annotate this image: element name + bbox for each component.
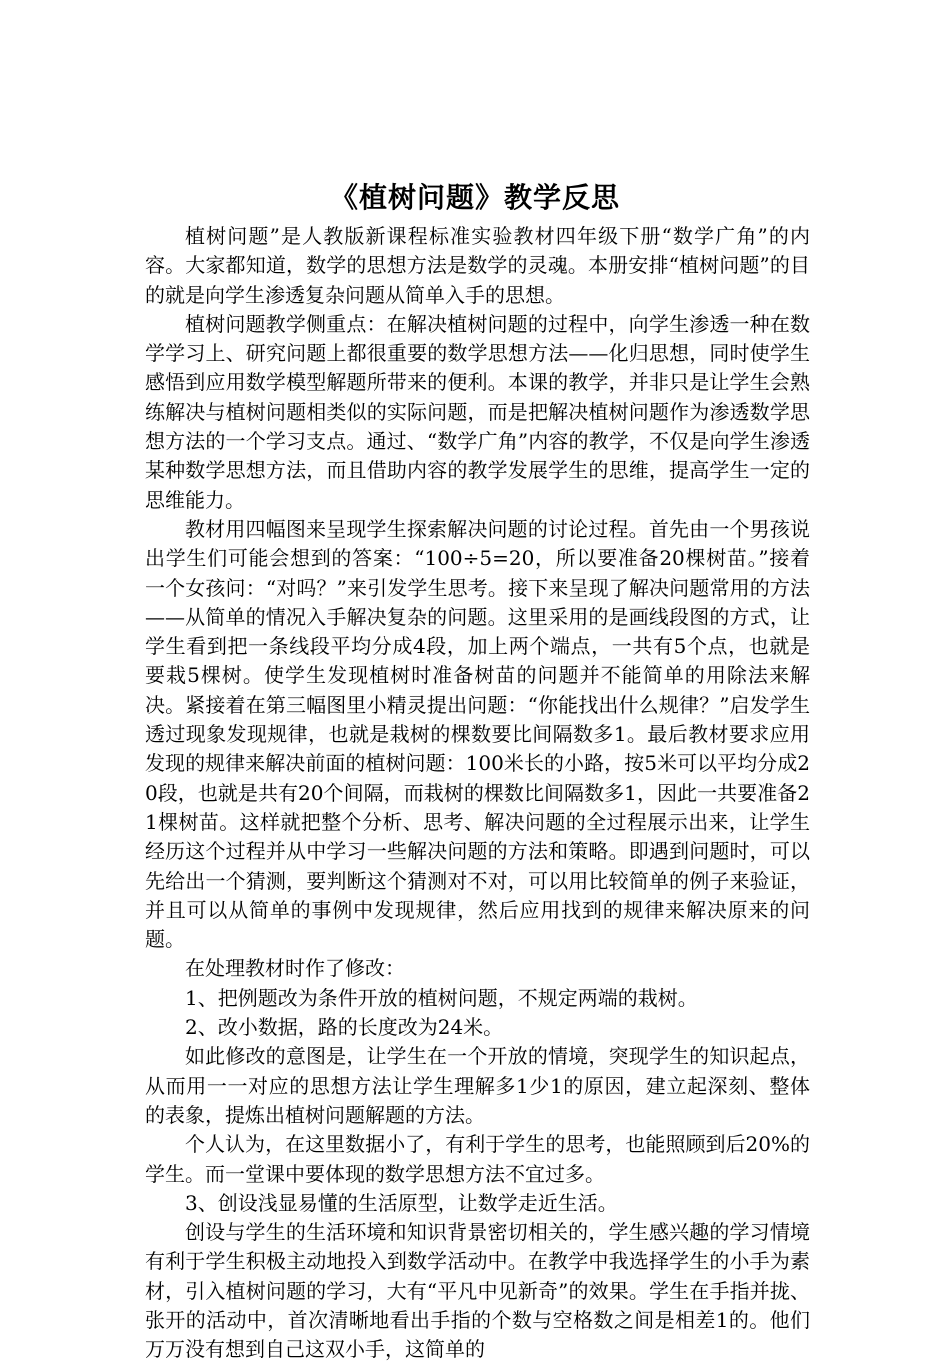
paragraph: 3、创设浅显易懂的生活原型，让数学走近生活。 [185, 1190, 618, 1215]
paragraph: 如此修改的意图是，让学生在一个开放的情境，突现学生的知识起点，从而用一一对应的思想方法让学生理解多1少1的原因，建立起深刻、整体的表象，提炼出植树问题解题的方法。 [145, 1044, 810, 1127]
document-title: 《植树问题》教学反思 [329, 181, 620, 214]
paragraph: 个人认为，在这里数据小了，有利于学生的思考，也能照顾到后20%的学生。而一堂课中要体现的数学思想方法不宜过多。 [145, 1132, 810, 1186]
paragraph: 2、改小数据，路的长度改为24米。 [185, 1015, 504, 1040]
document-body [145, 222, 810, 1365]
paragraph: 1、把例题改为条件开放的植树问题，不规定两端的栽树。 [185, 985, 698, 1010]
paragraph: 植树问题”是人教版新课程标准实验教材四年级下册“数学广角”的内容。大家都知道，数学的思想方法是数学的灵魂。本册安排“植树问题”的目的就是向学生渗透复杂问题从简单入手的思想。 [145, 224, 810, 307]
paragraph: 教材用四幅图来呈现学生探索解决问题的讨论过程。首先由一个男孩说出学生们可能会想到的答案：“100÷5=20，所以要准备20棵树苗。”接着一个女孩问：“对吗？”来引发学生思考。接下来呈现了解决问题常用的方法——从简单的情况入手解决复杂的问题。这里采用的是画线段图的方式，让学生看到把一条线段平均分成4段，加上两个端点，一共有5个点，也就是要栽5棵树。使学生发现植树时准备树苗的问题并不能简单的用除法来解决。紧接着在第三幅图里小精灵提出问题：“你能找出什么规律？”启发学生透过现象发现规律，也就是栽树的棵数要比间隔数多1。最后教材要求应用发现的规律来解决前面的植树问题：100米长的小路，按5米可以平均分成20段，也就是共有20个间隔，而栽树的棵数比间隔数多1，因此一共要准备21棵树苗。这样就把整个分析、思考、解决问题的全过程展示出来，让学生经历这个过程并从中学习一些解决问题的方法和策略。即遇到问题时，可以先给出一个猜测，要判断这个猜测对不对，可以用比较简单的例子来验证，并且可以从简单的事例中发现规律，然后应用找到的规律来解决原来的问题。 [145, 516, 810, 952]
paragraph: 创设与学生的生活环境和知识背景密切相关的，学生感兴趣的学习情境有利于学生积极主动地投入到数学活动中。在教学中我选择学生的小手为素材，引入植树问题的学习，大有“平凡中见新奇”的效果。学生在手指并拢、张开的活动中，首次清晰地看出手指的个数与空格数之间是相差1的。他们万万没有想到自己这双小手，这简单的 [145, 1220, 810, 1362]
paragraph: 在处理教材时作了修改： [185, 956, 405, 981]
paragraph: 植树问题教学侧重点：在解决植树问题的过程中，向学生渗透一种在数学学习上、研究问题上都很重要的数学思想方法——化归思想，同时使学生感悟到应用数学模型解题所带来的便利。本课的教学，并非只是让学生会熟练解决与植树问题相类似的实际问题，而是把解决植树问题作为渗透数学思想方法的一个学习支点。通过、“数学广角”内容的教学，不仅是向学生渗透某种数学思想方法，而且借助内容的教学发展学生的思维，提高学生一定的思维能力。 [145, 311, 810, 512]
